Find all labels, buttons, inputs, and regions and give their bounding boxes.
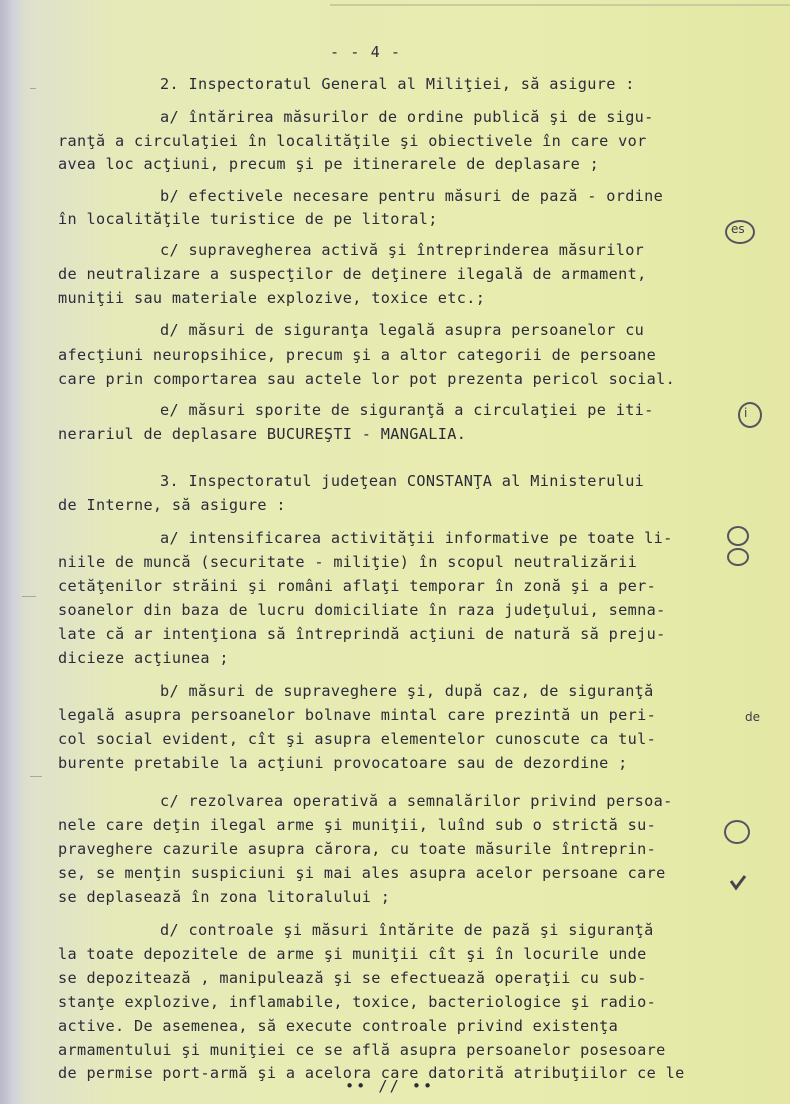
s3-item-a-line6: dicieze acţiunea ; (58, 649, 229, 667)
s3-item-a-line1: a/ intensificarea activităţii informative pe toate li- (160, 529, 673, 547)
s2-item-c-line1: c/ supravegherea activă şi întreprinderea măsurilor (160, 241, 645, 259)
s2-item-c-line2: de neutralizare a suspecţilor de deţinere ilegală de armament, (58, 265, 647, 283)
s3-item-b-line3: col social evident, cît şi asupra elementelor cunoscute ca tul- (58, 730, 657, 748)
s2-item-a-line3: avea loc acţiuni, precum şi pe itinerarele de deplasare ; (58, 155, 600, 173)
margin-dash-1 (22, 596, 36, 597)
margin-dash-2 (30, 776, 42, 777)
s2-item-b-line1: b/ efectivele necesare pentru măsuri de pază - ordine (160, 187, 664, 205)
s3-item-c-line5: se deplasează în zona litoralului ; (58, 888, 391, 906)
s3-item-d-line3: se depozitează , manipulează şi se efectuează operaţii cu sub- (58, 969, 647, 987)
page-footer: •• // •• (345, 1077, 435, 1095)
s2-item-d-line3: care prin comportarea sau actele lor pot prezenta pericol social. (58, 370, 676, 388)
s2-item-e-line1: e/ măsuri sporite de siguranţă a circulaţiei pe iti- (160, 401, 654, 419)
margin-circle-4 (727, 548, 749, 566)
s3-item-d-line1: d/ controale şi măsuri întărite de pază şi siguranţă (160, 921, 654, 939)
s3-item-d-line7: de permise port-armă şi a acelora care datorită atribuţiilor ce le (58, 1064, 685, 1082)
section2-heading: 2. Inspectoratul General al Miliţiei, să asigure : (160, 75, 635, 93)
s3-item-d-line5: active. De asemenea, să execute controale privind existenţa (58, 1017, 619, 1035)
s3-item-a-line2: niile de muncă (securitate - miliţie) în scopul neutralizării (58, 553, 638, 571)
s2-item-d-line2: afecţiuni neuropsihice, precum şi a altor categorii de persoane (58, 346, 657, 364)
s2-item-e-line2: nerariul de deplasare BUCUREŞTI - MANGALIA. (58, 425, 467, 443)
s3-item-d-line6: armamentului şi muniţiei ce se află asupra persoanelor posesoare (58, 1041, 666, 1059)
s3-item-d-line4: stanţe explozive, inflamabile, toxice, bacteriologice şi radio- (58, 993, 657, 1011)
margin-circle-3 (727, 526, 749, 546)
s3-item-b-line4: burente pretabile la acţiuni provocatoare sau de dezordine ; (58, 754, 628, 772)
s2-item-b-line2: în localităţile turistice de pe litoral; (58, 210, 438, 228)
s3-item-c-line2: nele care deţin ilegal arme şi muniţii, luînd sub o strictă su- (58, 816, 657, 834)
s3-item-a-line5: late că ar intenţiona să întreprindă acţiuni de natură să preju- (58, 625, 666, 643)
margin-note-3: de (745, 710, 760, 724)
s2-item-c-line3: muniţii sau materiale explozive, toxice etc.; (58, 289, 486, 307)
page-number: - - 4 - (330, 43, 402, 61)
check-mark-icon (728, 872, 748, 892)
s3-item-c-line4: se, se menţin suspiciuni şi mai ales asupra acelor persoane care (58, 864, 666, 882)
s3-item-a-line3: cetăţenilor străini şi români aflaţi temporar în zonă şi a per- (58, 577, 657, 595)
margin-note-1: es (731, 222, 745, 236)
section3-heading-line2: de Interne, să asigure : (58, 496, 286, 514)
s2-item-a-line1: a/ întărirea măsurilor de ordine publică şi de sigu- (160, 108, 654, 126)
margin-note-2: i (744, 406, 748, 420)
margin-circle-5 (724, 820, 750, 844)
s3-item-c-line3: praveghere cazurile asupra cărora, cu toate măsurile întreprin- (58, 840, 657, 858)
s2-item-d-line1: d/ măsuri de siguranţa legală asupra persoanelor cu (160, 321, 645, 339)
s3-item-d-line2: la toate depozitele de arme şi muniţii cît şi în locurile unde (58, 945, 647, 963)
s2-item-a-line2: ranţă a circulaţiei în localităţile şi obiectivele în care vor (58, 132, 647, 150)
s3-item-c-line1: c/ rezolvarea operativă a semnalărilor privind persoa- (160, 792, 673, 810)
s3-item-b-line1: b/ măsuri de supraveghere şi, după caz, de siguranţă (160, 682, 654, 700)
margin-dash-3 (30, 88, 36, 89)
s3-item-a-line4: soanelor din baza de lucru domiciliate în raza judeţului, semna- (58, 601, 666, 619)
margin-circle-2 (738, 402, 762, 428)
section3-heading-line1: 3. Inspectoratul judeţean CONSTANŢA al Ministerului (160, 472, 645, 490)
s3-item-b-line2: legală asupra persoanelor bolnave mintal care prezintă un peri- (58, 706, 657, 724)
